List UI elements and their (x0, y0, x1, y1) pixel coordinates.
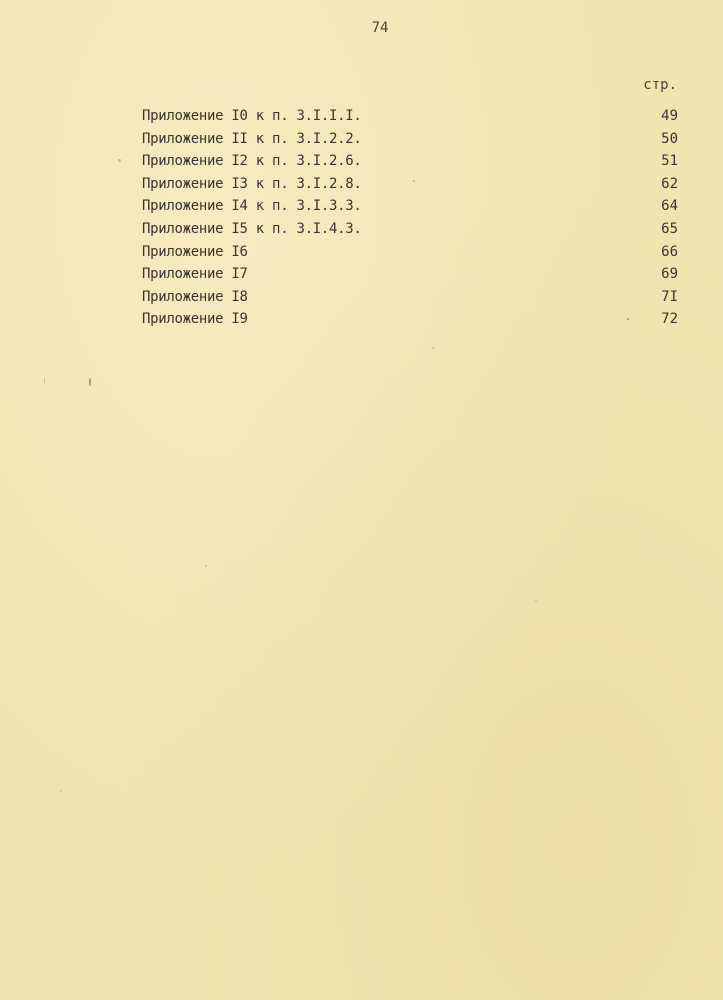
table-of-contents (142, 105, 678, 331)
toc-row (142, 150, 678, 173)
toc-row (142, 105, 678, 128)
toc-entry-label: Приложение I7 (142, 266, 248, 283)
paper-speck (44, 378, 45, 384)
toc-entry-page: 7I (661, 288, 678, 305)
toc-entry-page: 64 (661, 198, 678, 215)
toc-row (142, 128, 678, 151)
toc-row (142, 286, 678, 309)
toc-entry-label: Приложение I5 к п. 3.I.4.3. (142, 220, 362, 237)
toc-entry-label: Приложение I8 (142, 288, 248, 305)
toc-entry-page: 62 (661, 175, 678, 192)
toc-row (142, 308, 678, 331)
toc-row (142, 173, 678, 196)
toc-entry-label: Приложение I2 к п. 3.I.2.6. (142, 153, 362, 170)
paper-speck (627, 318, 629, 320)
toc-entry-label: Приложение II к п. 3.I.2.2. (142, 130, 362, 147)
toc-entry-label: Приложение I0 к п. 3.I.I.I. (142, 108, 362, 124)
toc-row (142, 218, 678, 241)
toc-row (142, 241, 678, 264)
paper-speck (432, 347, 434, 349)
paper-speck (89, 378, 91, 386)
toc-entry-page: 50 (661, 130, 678, 147)
toc-entry-page: 49 (661, 108, 678, 124)
paper-speck (205, 565, 207, 567)
paper-speck (60, 790, 62, 792)
page-number: 74 (371, 20, 389, 36)
toc-entry-page: 51 (661, 153, 678, 170)
paper-speck (413, 180, 415, 182)
toc-entry-label: Приложение I4 к п. 3.I.3.3. (142, 198, 362, 215)
toc-entry-page: 69 (661, 266, 678, 283)
toc-row (142, 195, 678, 218)
toc-entry-label: Приложение I9 (142, 311, 248, 328)
paper-speck (118, 159, 121, 162)
paper-speck (535, 600, 537, 602)
toc-row (142, 263, 678, 286)
toc-entry-label: Приложение I6 (142, 243, 248, 260)
page-column-header: стр. (643, 77, 677, 93)
toc-entry-page: 72 (661, 311, 678, 328)
toc-entry-page: 66 (661, 243, 678, 260)
toc-entry-label: Приложение I3 к п. 3.I.2.8. (142, 175, 362, 192)
toc-entry-page: 65 (661, 220, 678, 237)
